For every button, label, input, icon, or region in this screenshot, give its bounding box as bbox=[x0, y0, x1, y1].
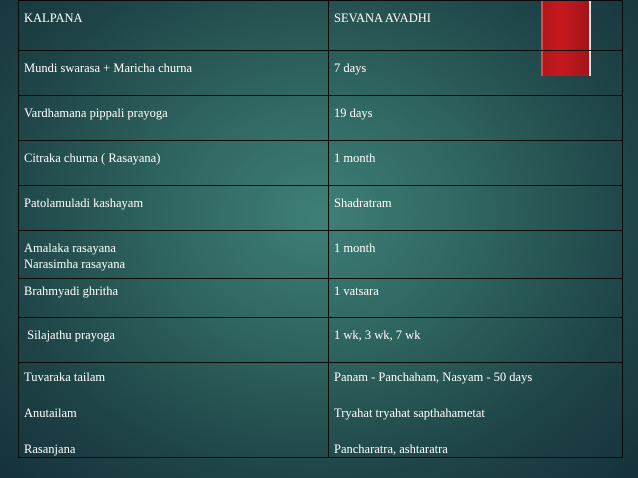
table-row bbox=[19, 363, 623, 458]
avadhi-text: 1 wk, 3 wk, 7 wk bbox=[334, 328, 421, 342]
avadhi-text: Tryahat tryahat sapthahametat bbox=[334, 406, 485, 420]
kalpana-text: Tuvaraka tailam bbox=[24, 370, 106, 384]
header-sevana-avadhi: SEVANA AVADHI bbox=[329, 1, 623, 51]
kalpana-cell bbox=[19, 279, 329, 318]
kalpana-text: Patolamuladi kashayam bbox=[24, 196, 144, 210]
avadhi-cell bbox=[329, 279, 623, 318]
kalpana-cell bbox=[19, 141, 329, 186]
avadhi-text: Pancharatra, ashtaratra bbox=[334, 442, 448, 456]
kalpana-text: Rasanjana bbox=[24, 442, 76, 456]
kalpana-text: Vardhamana pippali prayoga bbox=[24, 106, 168, 120]
kalpana-cell bbox=[19, 51, 329, 96]
kalpana-table bbox=[18, 0, 623, 458]
table-row bbox=[19, 318, 623, 363]
kalpana-cell bbox=[19, 186, 329, 231]
table-row bbox=[19, 231, 623, 279]
avadhi-cell bbox=[329, 318, 623, 363]
avadhi-text: Shadratram bbox=[334, 196, 392, 210]
avadhi-text: 1 vatsara bbox=[334, 284, 379, 298]
avadhi-text: 19 days bbox=[334, 106, 373, 120]
avadhi-cell bbox=[329, 96, 623, 141]
kalpana-text: Brahmyadi ghritha bbox=[24, 284, 119, 298]
table-row bbox=[19, 51, 623, 96]
header-kalpana: KALPANA bbox=[19, 1, 329, 51]
kalpana-cell bbox=[19, 231, 329, 279]
kalpana-text: Narasimha rasayana bbox=[24, 257, 125, 271]
avadhi-text: 7 days bbox=[334, 61, 367, 75]
avadhi-cell bbox=[329, 186, 623, 231]
kalpana-cell bbox=[19, 96, 329, 141]
kalpana-text: Mundi swarasa + Maricha churna bbox=[24, 61, 193, 75]
avadhi-cell bbox=[329, 363, 623, 458]
kalpana-text: Citraka churna ( Rasayana) bbox=[24, 151, 161, 165]
kalpana-text: Amalaka rasayana bbox=[24, 241, 116, 255]
kalpana-text: Silajathu prayoga bbox=[24, 328, 115, 342]
avadhi-cell bbox=[329, 231, 623, 279]
kalpana-cell bbox=[19, 318, 329, 363]
avadhi-cell bbox=[329, 51, 623, 96]
avadhi-cell bbox=[329, 141, 623, 186]
table-row bbox=[19, 141, 623, 186]
table-row bbox=[19, 96, 623, 141]
avadhi-text: 1 month bbox=[334, 151, 376, 165]
kalpana-cell bbox=[19, 363, 329, 458]
table-row bbox=[19, 279, 623, 318]
kalpana-text: Anutailam bbox=[24, 406, 77, 420]
table-header-row bbox=[19, 1, 623, 51]
avadhi-text: Panam - Panchaham, Nasyam - 50 days bbox=[334, 370, 533, 384]
avadhi-text: 1 month bbox=[334, 241, 376, 255]
table-row bbox=[19, 186, 623, 231]
